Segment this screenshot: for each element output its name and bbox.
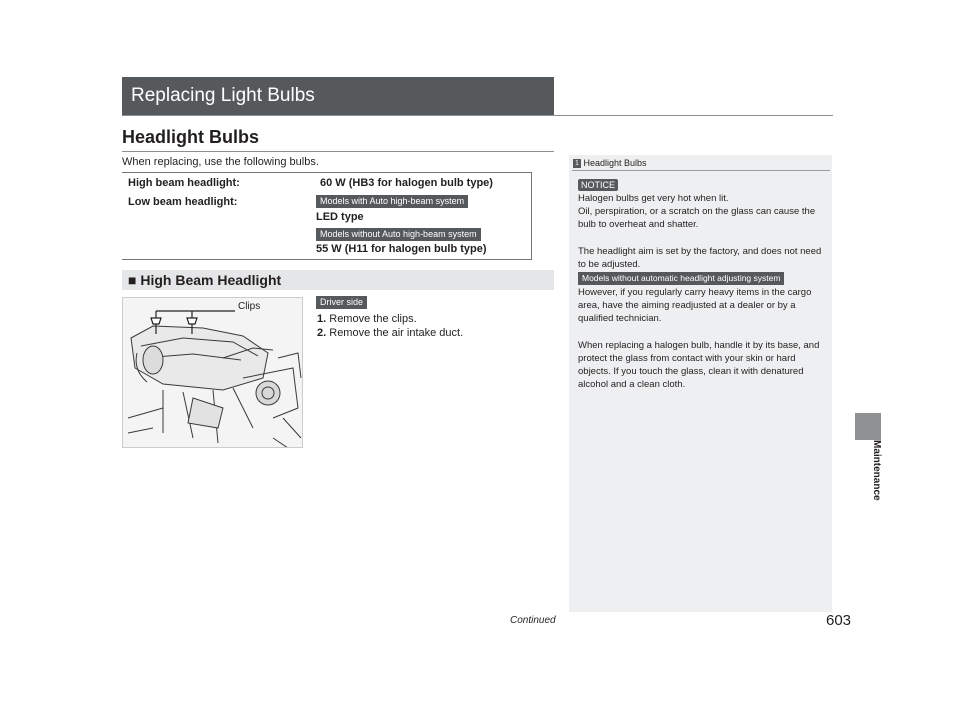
- low-beam-label: Low beam headlight:: [128, 196, 238, 208]
- tag-no-auto-adjust: Models without automatic headlight adjusting system: [578, 272, 784, 285]
- tag-auto-high-beam: Models with Auto high-beam system: [316, 195, 468, 208]
- heading-divider: [122, 151, 554, 152]
- clips-callout: Clips: [238, 301, 261, 312]
- note-p2: Oil, perspiration, or a scratch on the glass can cause the bulb to overheat and shatter.: [578, 206, 816, 230]
- halogen-value: 55 W (H11 for halogen bulb type): [316, 243, 487, 255]
- note-title-text: Headlight Bulbs: [583, 158, 647, 168]
- chapter-label: Maintenance: [871, 440, 882, 501]
- subsection-marker: ■: [128, 272, 137, 288]
- led-type-value: LED type: [316, 211, 364, 223]
- step-number: 2.: [317, 327, 327, 339]
- note-icon: 1: [573, 159, 581, 168]
- note-p1: Halogen bulbs get very hot when lit.: [578, 193, 729, 204]
- step-1: [317, 313, 417, 325]
- note-p3: The headlight aim is set by the factory, and does not need to be adjusted.: [578, 246, 822, 270]
- subsection-header: [122, 270, 554, 290]
- title-divider: [122, 115, 833, 116]
- step-2: [317, 327, 463, 339]
- page-heading: Headlight Bulbs: [122, 127, 260, 147]
- subsection-title: High Beam Headlight: [140, 272, 282, 288]
- tag-no-auto-high-beam: Models without Auto high-beam system: [316, 228, 481, 241]
- step-number: 1.: [317, 313, 327, 325]
- continued-label: Continued: [510, 615, 556, 626]
- intro-text: When replacing, use the following bulbs.: [122, 156, 319, 168]
- high-beam-value: 60 W (HB3 for halogen bulb type): [320, 177, 493, 189]
- notice-badge: NOTICE: [578, 179, 618, 191]
- tag-driver-side: Driver side: [316, 296, 367, 309]
- note-p4: However, if you regularly carry heavy items in the cargo area, have the aiming readjusted at a dealer or by a qualified technician.: [578, 287, 812, 324]
- note-title: [573, 158, 647, 168]
- step-text: Remove the air intake duct.: [329, 327, 464, 339]
- step-text: Remove the clips.: [329, 313, 417, 325]
- section-title: Replacing Light Bulbs: [122, 77, 554, 115]
- note-p5: When replacing a halogen bulb, handle it by its base, and protect the glass from contact with your skin or hard objects. If you touch the glass, clean it with denatured alcohol and a clean cloth.: [578, 340, 820, 390]
- page-number: 603: [826, 612, 852, 629]
- engine-illustration: [122, 297, 303, 448]
- engine-bay-drawing: [123, 298, 303, 448]
- high-beam-label: High beam headlight:: [128, 177, 240, 189]
- note-divider: [572, 170, 830, 171]
- chapter-tab-marker: [855, 413, 881, 440]
